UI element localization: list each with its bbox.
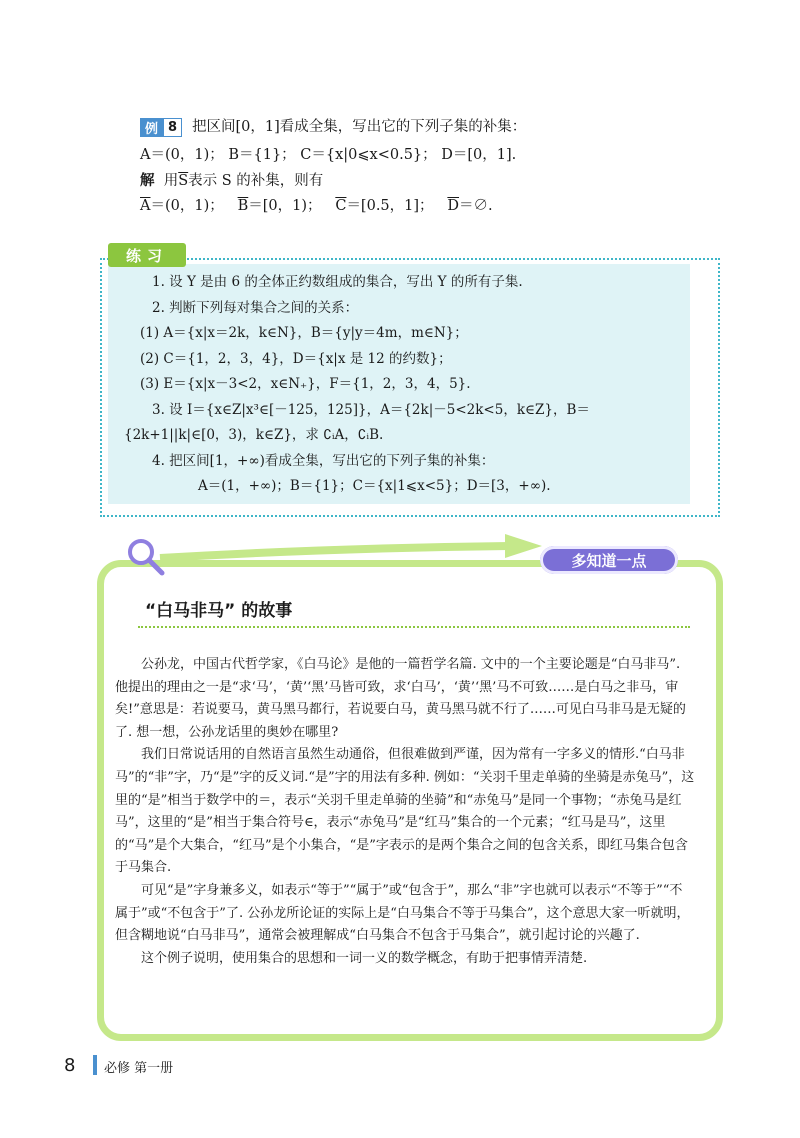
exercise-line: A＝(1，+∞)；B＝{1}；C＝{x|1⩽x<5}；D＝[3，+∞). (198, 478, 551, 494)
example-tag (140, 118, 182, 137)
exercise-line: 2. 判断下列每对集合之间的关系： (152, 300, 359, 316)
exercise-border-left (100, 258, 102, 517)
exercise-border-bottom (100, 515, 720, 517)
exercise-line: 1. 设 Y 是由 6 的全体正约数组成的集合，写出 Y 的所有子集. (152, 274, 523, 290)
exercise-line: 4. 把区间[1，+∞)看成全集，写出它的下列子集的补集： (152, 453, 495, 469)
story-paragraph: 这个例子说明，使用集合的思想和一词一义的数学概念，有助于把事情弄清楚. (141, 950, 588, 966)
story-paragraph: 我们日常说话用的自然语言虽然生动通俗，但很难做到严谨，因为常有一字多义的情形.“白马非马”的“非”字，乃“是”字的反义词.“是”字的用法有多种. 例如：“关羽千里走单骑的坐骑是赤兔马”，这里的“是”相当于数学中的＝，表示“关羽千里走单骑的坐骑”和“赤兔马”是同一个事物；“赤兔马是红马”，这里的“是”相当于集合符号∈，表示“赤兔马”是“红马”集合的一个元素；“红马是马”，这里的“马”是个大集合，“红马”是个小集合，“是”字表示的是两个集合之间的包含关系，即红马集合包含于马集合. (115, 747, 695, 876)
magnifier-icon (124, 535, 168, 579)
know-more-badge: 多知道一点 (540, 546, 678, 574)
arrow-decoration-icon (150, 528, 550, 568)
example-prompt: 把区间[0，1]看成全集，写出它的下列子集的补集： (192, 119, 527, 135)
exercise-line: 3. 设 I＝{x∈Z|x³∈[－125，125]}，A＝{2k|－5<2k<5，k∈Z}，B＝ (152, 402, 590, 418)
exercise-line: (2) C＝{1，2，3，4}，D＝{x|x 是 12 的约数}； (140, 351, 452, 367)
title-rule (138, 626, 690, 628)
exercise-border-right (718, 258, 720, 517)
exercise-line: {2k+1||k|∈[0，3)，k∈Z}，求 ∁ᵢA，∁ᵢB. (124, 427, 384, 443)
solution-answers: $\overline{A}=(0$，1)； $\overline{B}=[0$，1)； $\overline{C}=[0.5$，1]； $\overline{D}=\emptyset$. (140, 198, 493, 214)
story-body (115, 654, 695, 970)
solution-word: 解 (140, 172, 155, 189)
story-title: “白马非马” 的故事 (145, 601, 293, 621)
book-title: 必修 第一册 (104, 1061, 174, 1076)
story-paragraph: 可见“是”字身兼多义，如表示“等于”“属于”或“包含于”，那么“非”字也就可以表示“不等于”“不属于”或“不包含于”了. 公孙龙所论证的实际上是“白马集合不等于马集合”，这个意思大家一听就明，但含糊地说“白马非马”，通常会被理解成“白马集合不包含于马集合”，就引起讨论的兴趣了. (115, 882, 690, 944)
example-tag-number: 8 (163, 118, 182, 137)
example-sets: A＝(0，1)； B＝{1}； C＝{x|0⩽x<0.5}； D＝[0，1]. (140, 147, 517, 163)
example-tag-word: 例 (140, 118, 163, 137)
exercise-line: (3) E＝{x|x－3<2，x∈N₊}，F＝{1，2，3，4，5}. (140, 376, 471, 392)
exercise-border-top (100, 258, 720, 260)
overline-symbol: $\overline{S}$ (178, 173, 189, 189)
footer-bar (93, 1055, 97, 1075)
exercise-line: (1) A＝{x|x＝2k，k∈N}，B＝{y|y＝4m，m∈N}； (140, 325, 468, 341)
exercise-label: 练习 (108, 243, 186, 267)
solution-intro: 解 用$\overline{S}$表示 S 的补集，则有 (140, 172, 324, 189)
page-number: 8 (64, 1055, 76, 1076)
story-paragraph: 公孙龙，中国古代哲学家，《白马论》是他的一篇哲学名篇. 文中的一个主要论题是“白马非马”. 他提出的理由之一是“求‘马’，‘黄’‘黑’马皆可致，求‘白马’，‘黄’‘黑’马不可致……是白马之非马，审矣!”意思是：若说要马，黄马黑马都行，若说要白马，黄马黑马就不行了……可见白马非马是无疑的了. 想一想，公孙龙话里的奥妙在哪里? (115, 657, 686, 740)
